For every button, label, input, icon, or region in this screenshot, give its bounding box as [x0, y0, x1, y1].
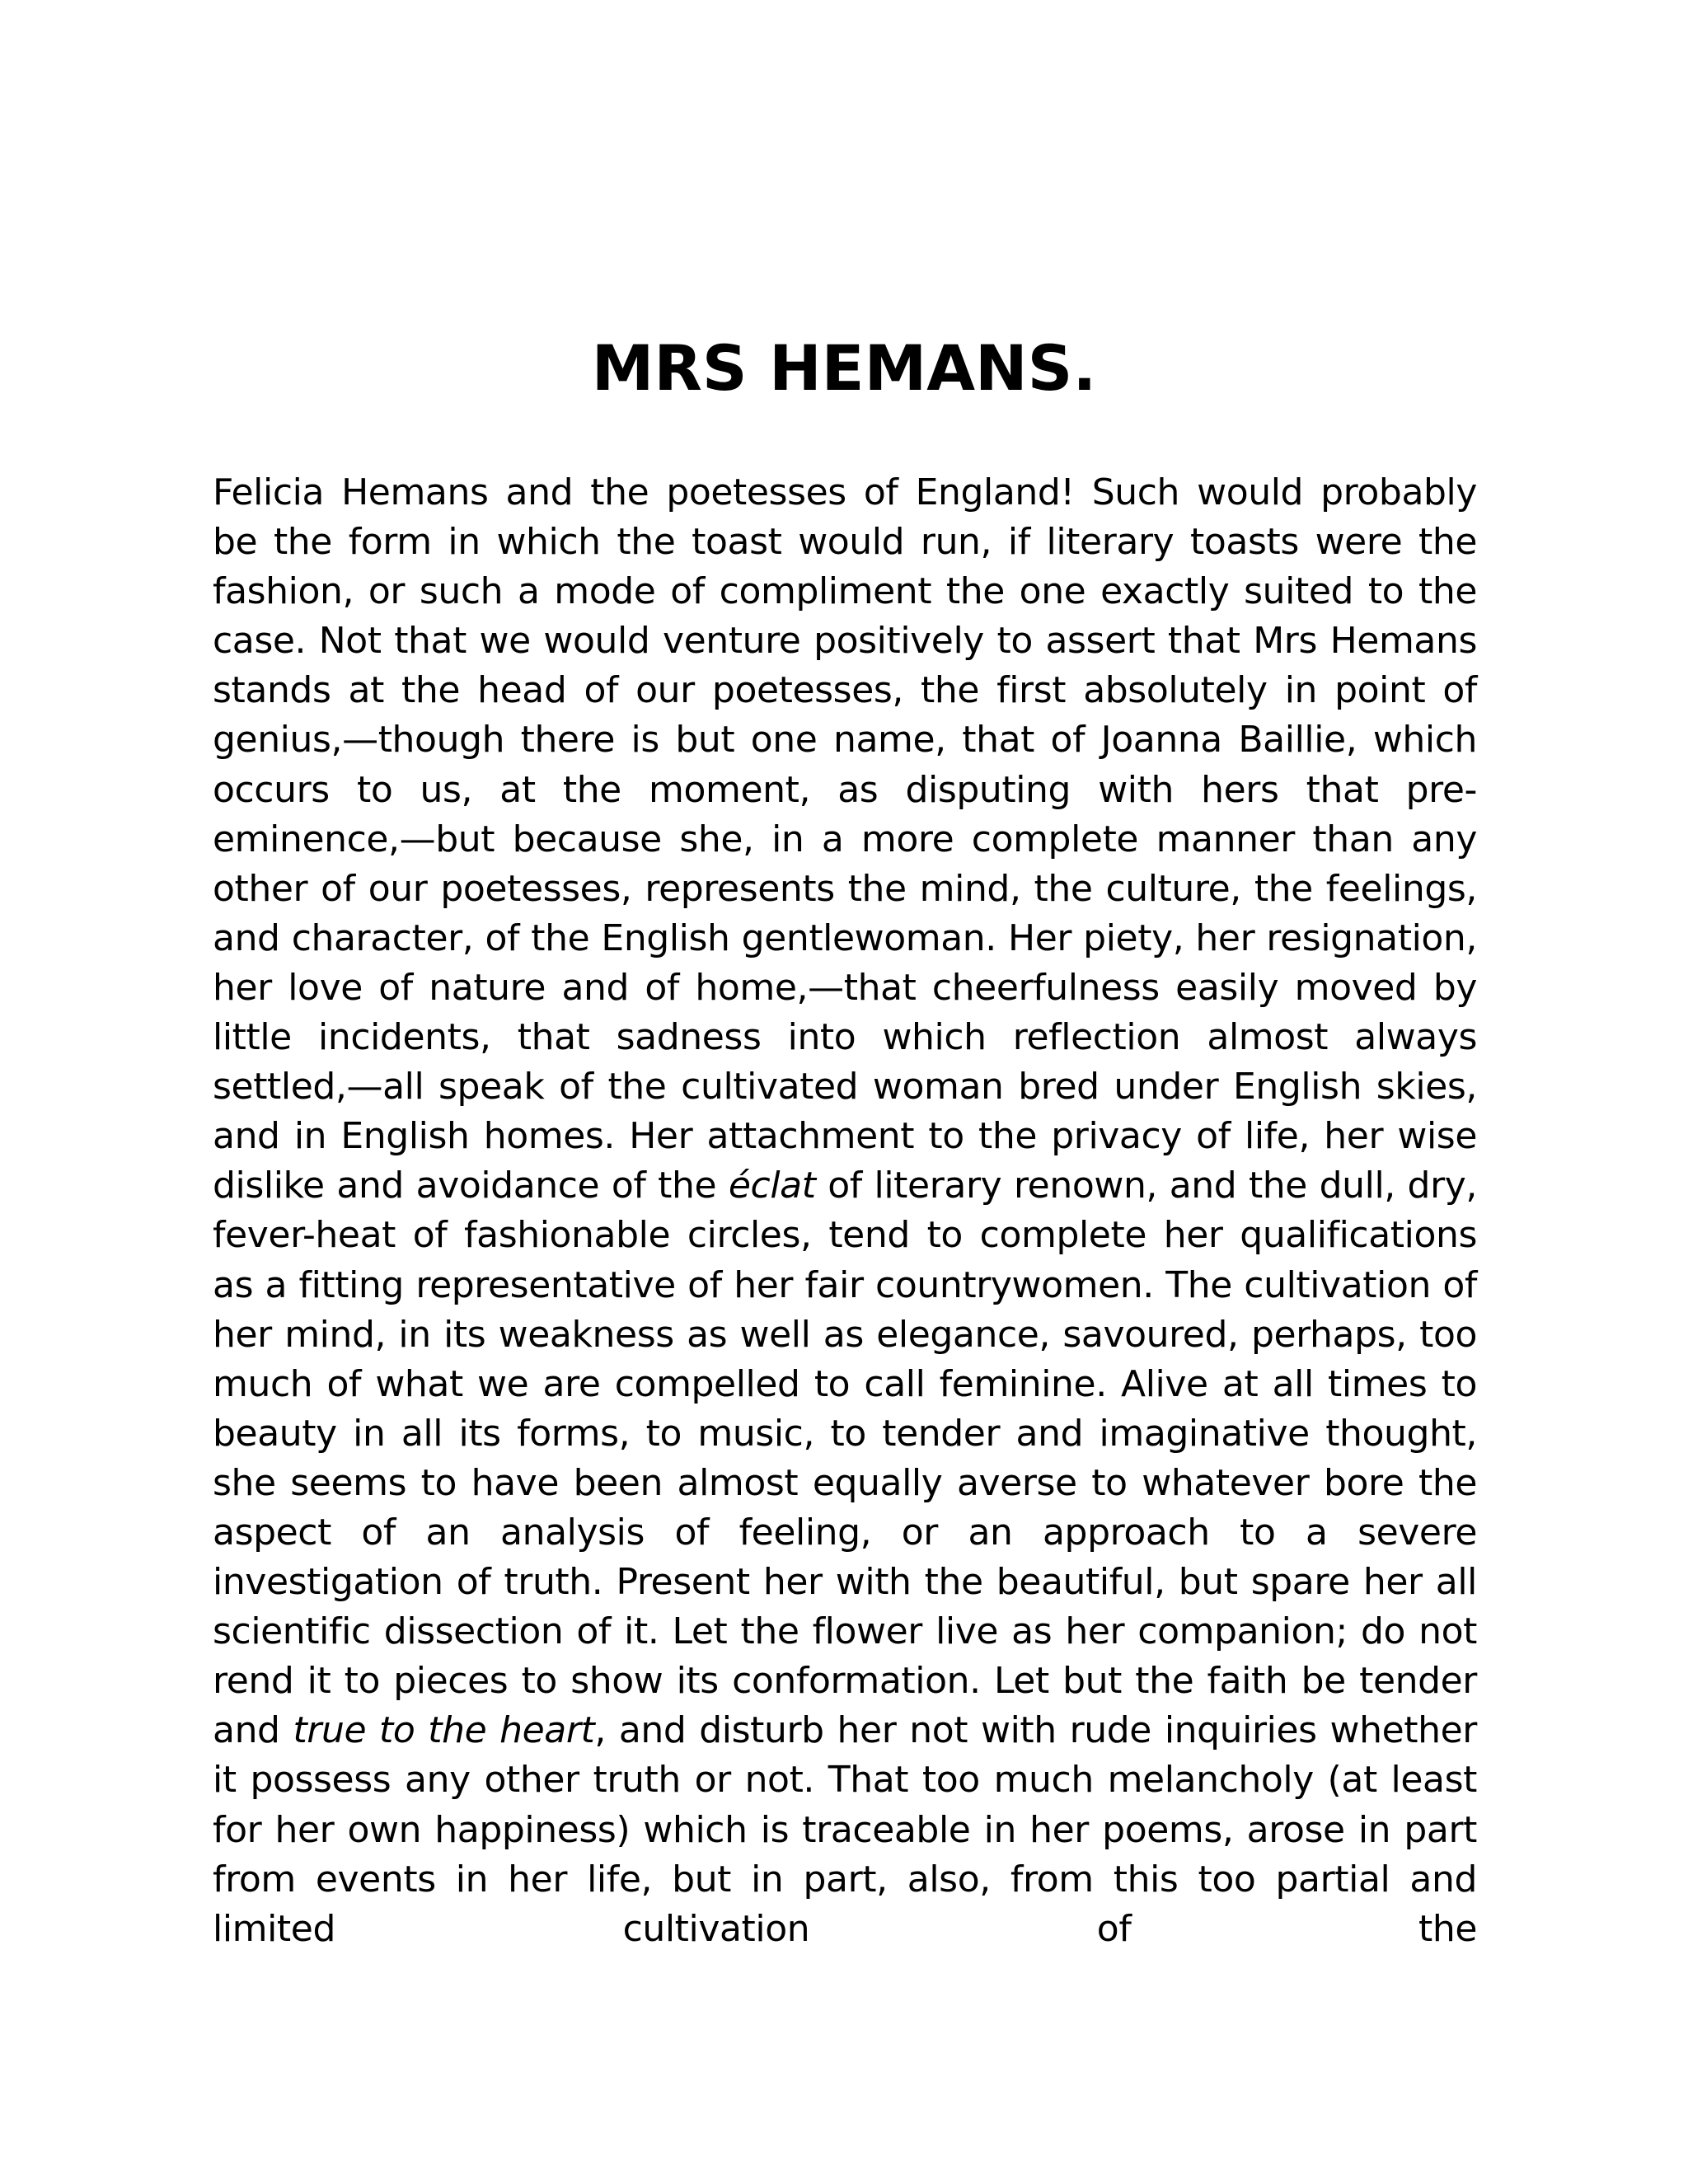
page-title: MRS HEMANS. [591, 331, 1097, 405]
body-paragraph [213, 468, 1477, 1954]
paragraph-segment: of literary renown, and the dull, dry, fever-heat of fashionable circles, tend to complete her qualifications as a fitting representative of her fair countrywomen. The cultivation of her mind, in its weakness as well as elegance, savoured, perhaps, too much of what we are compelled to call feminine. Alive at all times to beauty in all its forms, to music, to tender and imaginative thought, she seems to have been almost equally averse to whatever bore the aspect of an analysis of feeling, or an approach to a severe investigation of truth. Present her with the beautiful, but spare her all scientific dissection of it. Let the flower live as her companion; do not rend it to pieces to show its conformation. Let but the faith be tender and [213, 1165, 1478, 1752]
paragraph-segment: , and disturb her not with rude inquiries whether it possess any other truth or not. That too much melancholy (at least for her own happiness) which is traceable in her poems, arose in part from events in her life, but in part, also, from this too partial and limited cultivation of the [213, 1709, 1477, 1950]
italic-phrase: true to the heart [293, 1709, 595, 1752]
paragraph-segment: Felicia Hemans and the poetesses of England! Such would probably be the form in which the toast would run, if literary toasts were the fashion, or such a mode of compliment the one exactly suited to the case. Not that we would venture positively to assert that Mrs Hemans stands at the head of our poetesses, the first absolutely in point of genius,—though there is but one name, that of Joanna Baillie, which occurs to us, at the moment, as disputing with hers that pre-eminence,—but because she, in a more complete manner than any other of our poetesses, represents the mind, the culture, the feelings, and character, of the English gentlewoman. Her piety, her resignation, her love of nature and of home,—that cheerfulness easily moved by little incidents, that sadness into which reflection almost always settled,—all speak of the cultivated woman bred under English skies, and in English homes. Her attachment to the privacy of life, her wise dislike and avoidance of the [213, 471, 1477, 1207]
italic-phrase: éclat [728, 1165, 816, 1207]
